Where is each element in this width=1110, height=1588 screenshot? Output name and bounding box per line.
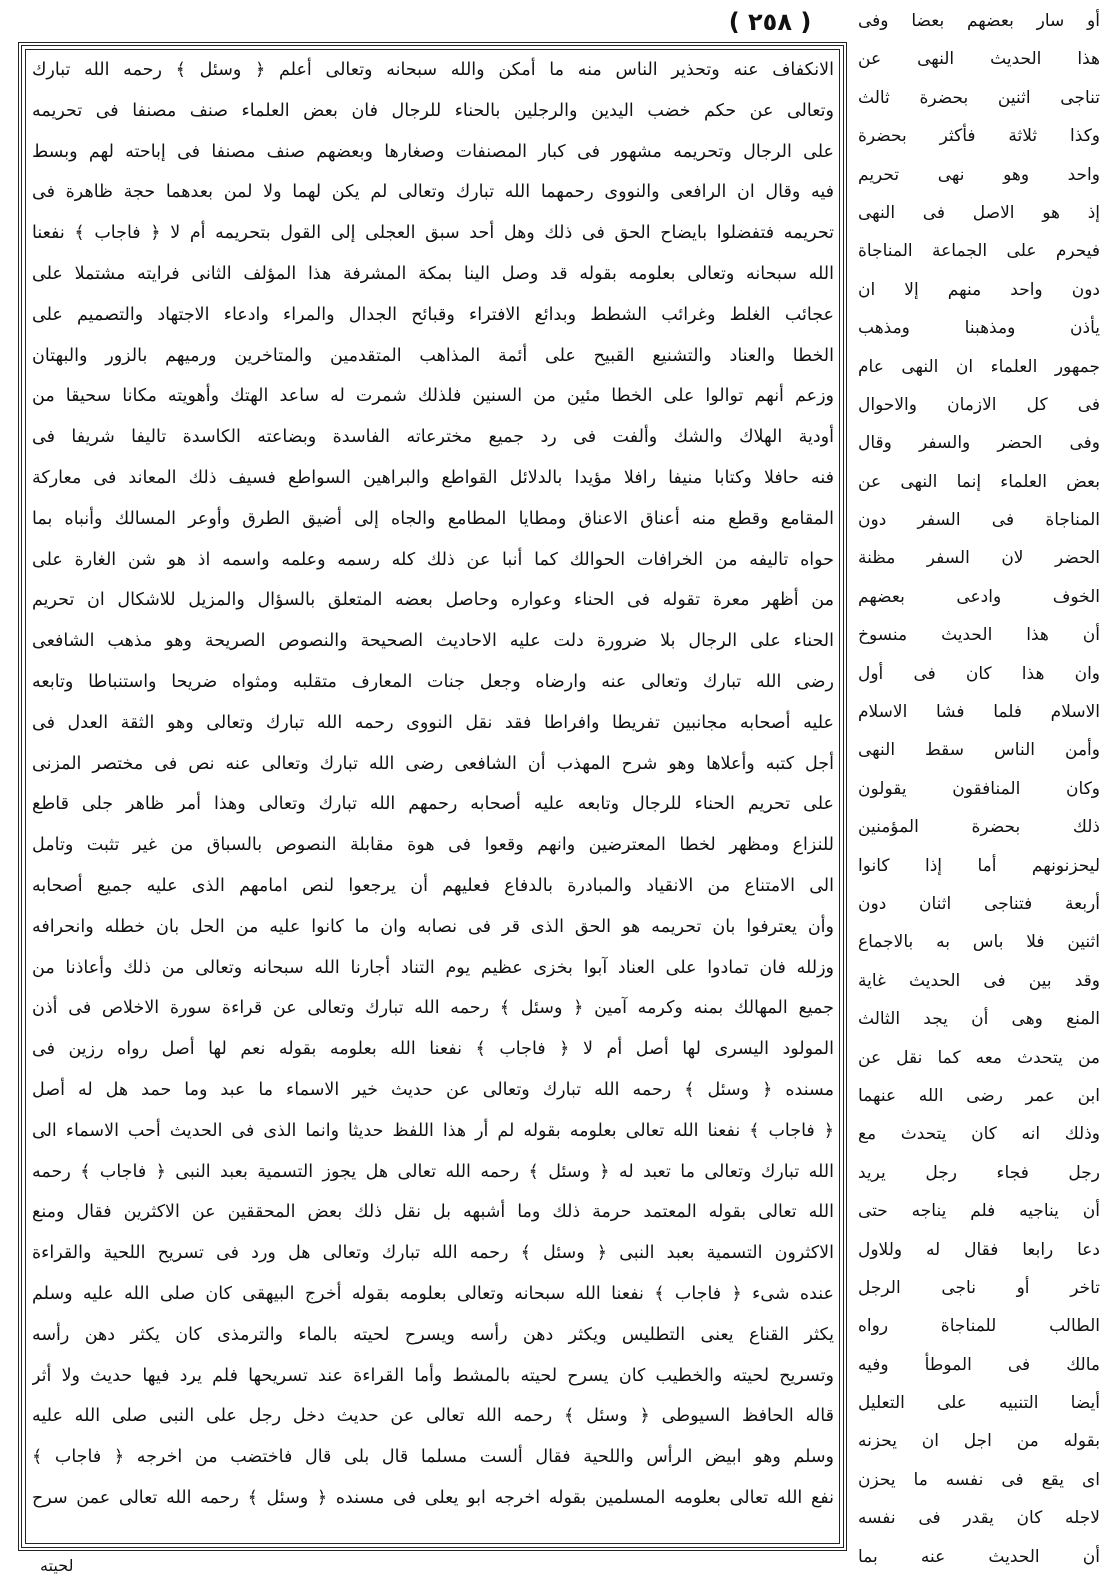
margin-text-line: ابن عمر رضى الله عنهما: [858, 1085, 1100, 1106]
margin-text-line: المناجاة فى السفر دون: [858, 510, 1100, 531]
main-text-line: تحريمه فتفضلوا بايضاح الحق فى ذلك وهل أحد سبق العجلى إلى القول بتحريمه أم لا ﴿ فاجاب ﴾ نفعنا: [32, 223, 834, 244]
main-text-line: الاكثرون التسمية بعبد النبى ﴿ وسئل ﴾ رحمه الله تبارك وتعالى هل ورد فى تسريح اللحية والقراءة: [32, 1243, 834, 1264]
main-text-line: على الرجال وتحريمه مشهور فى كبار المصنفات وصغارها وبعضهم صنف مصنفا فى إباحته لهم وبسط: [32, 141, 834, 162]
margin-text-line: بقوله من اجل ان يحزنه: [858, 1431, 1100, 1452]
margin-text-line: أيضا التنبيه على التعليل: [858, 1393, 1100, 1414]
main-text-line: الحناء على الرجال بلا ضرورة دلت عليه الاحاديث الصحيحة والنصوص الصريحة وهو مذهب الشافعى: [32, 631, 834, 652]
main-text-line: وزعم أنهم توالوا على الخطا مئين من السنين فلذلك شمرت له ساعد الهتك وأهويته مكانا سحيقا من: [32, 386, 834, 407]
margin-text-line: المنع وهى أن يجد الثالث: [858, 1009, 1100, 1030]
margin-text-line: الحضر لان السفر مظنة: [858, 548, 1100, 569]
margin-text-line: أن يناجيه فلم يناجه حتى: [858, 1201, 1100, 1222]
margin-text-line: أن الحديث عنه بما: [858, 1546, 1100, 1567]
margin-text-line: وكان المنافقون يقولون: [858, 778, 1100, 799]
margin-text-line: الاسلام فلما فشا الاسلام: [858, 702, 1100, 723]
margin-text-line: مالك فى الموطأ وفيه: [858, 1354, 1100, 1375]
main-text-line: الله سبحانه وتعالى بعلومه بقوله قد وصل الينا بمكة المشرفة هذا المؤلف الثانى فرايته مشتملا على: [32, 263, 834, 284]
margin-text-line: فيحرم على الجماعة المناجاة: [858, 241, 1100, 262]
margin-text-line: تاخر أو ناجى الرجل: [858, 1277, 1100, 1298]
main-text-line: للنزاع ومظهر لخطا المعترضين وانهم وقعوا فى هوة مقابلة النصوص بالسباق من غير تثبت وتامل: [32, 835, 834, 856]
main-text-line: على تحريم الحناء للرجال وتابعه عليه أصحابه رحمهم الله تبارك وتعالى وهذا أمر ظاهر جلى قاطع: [32, 794, 834, 815]
margin-commentary: [858, 2, 1100, 1576]
margin-text-line: أن هذا الحديث منسوخ: [858, 625, 1100, 646]
margin-text-line: وأمن الناس سقط النهى: [858, 740, 1100, 761]
margin-text-line: جمهور العلماء ان النهى عام: [858, 356, 1100, 377]
main-text-line: أودية الهلاك والشك وألفت فى رد جميع مخترعاته الفاسدة وبضاعته الكاسدة تاليفا شريفا فى: [32, 427, 834, 448]
margin-text-line: الطالب للمناجاة رواه: [858, 1316, 1100, 1337]
margin-text-line: يأذن ومذهبنا ومذهب: [858, 318, 1100, 339]
margin-text-line: فى كل الازمان والاحوال: [858, 394, 1100, 415]
main-text-line: الله تبارك وتعالى ما تعبد له ﴿ وسئل ﴾ رحمه الله تعالى هل يجوز التسمية بعبد النبى ﴿ فاجاب ﴾ رحمه: [32, 1161, 834, 1182]
margin-text-line: دون واحد منهم إلا ان: [858, 279, 1100, 300]
main-text-line: عجائب الغلط وغرائب الشطط وبدائع الافتراء وقبائح الجدال والمراء وادعاء الاجتهاد والتصميم على: [32, 304, 834, 325]
margin-text-line: وان هذا كان فى أول: [858, 663, 1100, 684]
margin-text-line: أربعة فتناجى اثنان دون: [858, 893, 1100, 914]
main-text-line: نفع الله تعالى بعلومه المسلمين بقوله اخرجه ابو يعلى فى مسنده ﴿ وسئل ﴾ رحمه الله تعالى عمن سرح: [32, 1487, 834, 1508]
main-text-line: جميع المهالك بمنه وكرمه آمين ﴿ وسئل ﴾ رحمه الله تبارك وتعالى عن قراءة سورة الاخلاص فى أذن: [32, 998, 834, 1019]
margin-text-line: هذا الحديث النهى عن: [858, 49, 1100, 70]
main-text-line: المقامع وقطع منه أعناق الاعناق ومطايا المطامع والجاه إلى أضيق الطرق وأوعر المسالك وأنباه بما: [32, 508, 834, 529]
margin-text-line: تناجى اثنين بحضرة ثالث: [858, 87, 1100, 108]
main-text-line: وزلله فان تمادوا على العناد آبوا بخزى عظيم يوم التناد أجارنا الله سبحانه وتعالى من ذلك وأعاذنا من: [32, 957, 834, 978]
margin-text-line: اى يقع فى نفسه ما يحزن: [858, 1469, 1100, 1490]
margin-text-line: دعا رابعا فقال له وللاول: [858, 1239, 1100, 1260]
margin-text-line: وكذا ثلاثة فأكثر بحضرة: [858, 126, 1100, 147]
main-text-line: الخطا والعناد والتشنيع القبيح على أئمة المذاهب المتقدمين والمتاخرين ورميهم بالزور والبهتان: [32, 345, 834, 366]
main-text-line: يكثر القناع يعنى التطليس ويكثر دهن رأسه ويسرح لحيته بالماء والترمذى كان يكثر دهن رأسه: [32, 1324, 834, 1345]
main-text-line: الى الامتناع من الانقياد والمبادرة بالدفاع فعليهم أن يرجعوا لنص امامهم الذى عليه جميع أصحابه: [32, 875, 834, 896]
main-text-line: عليه أصحابه مجانبين تفريطا وافراطا فقد نقل النووى رحمه الله تبارك وتعالى وهو الثقة العدل فى: [32, 712, 834, 733]
main-text-line: المولود اليسرى لها أصل أم لا ﴿ فاجاب ﴾ نفعنا الله بعلومه بقوله نعم لها أصل رواه رزين فى: [32, 1039, 834, 1060]
margin-text-line: ذلك بحضرة المؤمنين: [858, 817, 1100, 838]
margin-text-line: إذ هو الاصل فى النهى: [858, 202, 1100, 223]
main-text-line: وسلم وهو ابيض الرأس واللحية فقال ألست مسلما قال بلى قال فاختضب من اخرجه ﴿ فاجاب ﴾: [32, 1447, 834, 1468]
main-text-line: فنه حافلا وكتابا منيفا رافلا مؤيدا بالدلائل القواطع والبراهين السواطع فسيف ذلك المعاند فى معاركة: [32, 467, 834, 488]
margin-text-line: الخوف وادعى بعضهم: [858, 586, 1100, 607]
margin-text-line: واحد وهو نهى تحريم: [858, 164, 1100, 185]
main-text-line: حواه تاليفه من الخرافات الحوالك كما أنبا عن ذلك كله رسمه وعلمه واسمه اذ هو شن الغارة على: [32, 549, 834, 570]
main-text-line: وتسريح لحيته والخطيب كان يسرح لحيته بالمشط وأما القراءة عند تسريحها فلم يرد فيها حديث ولا أثر: [32, 1365, 834, 1386]
margin-text-line: وفى الحضر والسفر وقال: [858, 433, 1100, 454]
margin-text-line: بعض العلماء إنما النهى عن: [858, 471, 1100, 492]
margin-text-line: لاجله كان يقدر فى نفسه: [858, 1508, 1100, 1529]
main-text-line: رضى الله تبارك وتعالى عنه وارضاه وجعل جنات المعارف متقلبه ومثواه ضريحا واستنباطا وتابعه: [32, 671, 834, 692]
margin-text-line: من يتحدث معه كما نقل عن: [858, 1047, 1100, 1068]
margin-text-line: وقد بين فى الحديث غاية: [858, 970, 1100, 991]
main-text-line: من أظهر معرة تقوله فى الحناء وعواره وحاصل بعضه المتعلق بالسؤال والمزيل للاشكال ان تحريم: [32, 590, 834, 611]
main-text-line: عنده شىء ﴿ فاجاب ﴾ نفعنا الله سبحانه وتعالى بعلومه بقوله أخرج البيهقى كان صلى الله عليه وسلم: [32, 1283, 834, 1304]
main-text-line: مسنده ﴿ وسئل ﴾ رحمه الله تبارك وتعالى عن حديث خير الاسماء ما عبد وما حمد هل له أصل: [32, 1079, 834, 1100]
catchword: لحيته: [40, 1556, 74, 1575]
main-text-line: ﴿ فاجاب ﴾ نفعنا الله تعالى بعلومه بقوله لم أر هذا اللفظ حديثا وانما الذى فى الحديث أحب الاسماء الى: [32, 1120, 834, 1141]
main-text-line: وتعالى عن حكم خضب اليدين والرجلين بالحناء للرجال فان بعض العلماء صنف مصنفا فى تحريمه: [32, 100, 834, 121]
main-text-line: أجل كتبه وأعلاها وهو شرح المهذب أن الشافعى رضى الله تبارك وتعالى عنه نص فى مختصر المزنى: [32, 753, 834, 774]
margin-text-line: رجل فجاء رجل يريد: [858, 1162, 1100, 1183]
margin-text-line: وذلك انه كان يتحدث مع: [858, 1124, 1100, 1145]
margin-text-line: ليحزنونهم أما إذا كانوا: [858, 855, 1100, 876]
main-text-line: الانكفاف عنه وتحذير الناس منه ما أمكن والله سبحانه وتعالى أعلم ﴿ وسئل ﴾ رحمه الله تبارك: [32, 60, 834, 80]
main-text-line: وأن يعترفوا بان تحريمه هو الحق الذى قر فى نصابه وان ما كانوا عليه من الحل بان خطله وانحرافه: [32, 916, 834, 937]
main-text-line: فيه وقال ان الرافعى والنووى رحمهما الله تبارك وتعالى لم يكن لهما ولا لمن بعدهما حجة ظاهرة فى: [32, 182, 834, 203]
main-text: [32, 50, 834, 1519]
margin-text-line: أو سار بعضهم بعضا وفى: [858, 11, 1100, 31]
page-number: ( ٢٥٨ ): [728, 8, 812, 36]
main-text-line: الله تعالى بقوله المعتمد حرمة ذلك وما أشبهه بل نقل ذلك بعض المحققين عن الاكثرين فقال ومنع: [32, 1202, 834, 1223]
main-text-line: قاله الحافظ السيوطى ﴿ وسئل ﴾ رحمه الله تعالى عن حديث دخل رجل على النبى صلى الله عليه: [32, 1406, 834, 1427]
margin-text-line: اثنين فلا باس به بالاجماع: [858, 932, 1100, 953]
